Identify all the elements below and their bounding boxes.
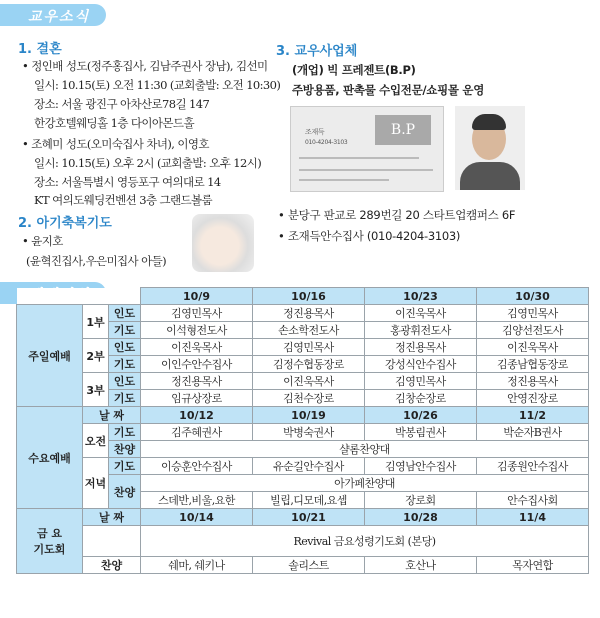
praise-cell: 쉐마, 쉐키나 (141, 557, 253, 574)
praise-cell: 장로회 (365, 492, 477, 509)
prayer-cell: 안영진장로 (477, 390, 589, 407)
wednesday-date: 10/26 (365, 407, 477, 424)
wednesday-date: 11/2 (477, 407, 589, 424)
service-1-label: 1부 (83, 305, 109, 339)
news-title: 교우소식 (28, 9, 91, 25)
sunday-date: 10/23 (365, 288, 477, 305)
friday-date: 10/28 (365, 509, 477, 526)
business-address: • 분당구 판교로 289번길 20 스타트업캠퍼스 6F (278, 208, 516, 222)
role-praise: 찬양 (109, 475, 141, 509)
friday-date-label: 날 짜 (83, 509, 141, 526)
card-name: 조재득 (305, 128, 325, 136)
prayer-cell: 박병숙권사 (253, 424, 365, 441)
owner-photo (455, 106, 525, 190)
guide-cell: 김영민목사 (253, 339, 365, 356)
friday-service-name: Revival 금요성령기도회 (본당) (141, 526, 589, 557)
prayer-cell: 이석형전도사 (141, 322, 253, 339)
prayer-cell: 이승훈안수집사 (141, 458, 253, 475)
prayer-cell: 김창순장로 (365, 390, 477, 407)
praise-cell: 스데반,비울,요한 (141, 492, 253, 509)
wednesday-date: 10/19 (253, 407, 365, 424)
prayer-cell: 김종남협동장로 (477, 356, 589, 373)
wednesday-date: 10/12 (141, 407, 253, 424)
service-3-label: 3부 (83, 373, 109, 407)
friday-praise-label: 찬양 (83, 557, 141, 574)
card-line (299, 157, 419, 159)
wedding-heading: 1. 결혼 (18, 42, 62, 57)
prayer-cell: 강성식안수집사 (365, 356, 477, 373)
role-guide: 인도 (109, 373, 141, 390)
prayer-cell: 박봉림권사 (365, 424, 477, 441)
guide-cell: 김영민목사 (477, 305, 589, 322)
prayer-cell: 유순길안수집사 (253, 458, 365, 475)
prayer-cell: 홍광휘전도사 (365, 322, 477, 339)
business-heading: 3. 교우사업체 (276, 44, 358, 59)
baby-line-2: (윤혁진집사,우은미집사 아들) (26, 254, 166, 268)
guide-cell: 김영민목사 (141, 305, 253, 322)
friday-date: 11/4 (477, 509, 589, 526)
prayer-cell: 손소학전도사 (253, 322, 365, 339)
role-prayer: 기도 (109, 458, 141, 475)
praise-cell: 호산나 (365, 557, 477, 574)
guide-cell: 이진욱목사 (477, 339, 589, 356)
prayer-cell: 김천수장로 (253, 390, 365, 407)
wedding-line-3: 장소: 서울 광진구 아차산로78길 147 (34, 97, 210, 111)
friday-empty-cell (83, 526, 141, 557)
baby-heading: 2. 아기축복기도 (18, 216, 112, 231)
guide-cell: 김영민목사 (365, 373, 477, 390)
praise-cell: 샬롬찬양대 (141, 441, 589, 458)
praise-cell: 아가페찬양대 (141, 475, 589, 492)
wedding-line-5: • 조혜미 성도(오미숙집사 차녀), 이영호 (22, 137, 209, 151)
guide-cell: 정진용목사 (365, 339, 477, 356)
cloud-icon: ☁ (114, 6, 127, 21)
service-2-label: 2부 (83, 339, 109, 373)
sunday-label: 주일예배 (17, 305, 83, 407)
business-company: (개업) 빅 프레젠트(B.P) (292, 63, 416, 77)
prayer-cell: 김영남안수집사 (365, 458, 477, 475)
business-card-image (290, 106, 444, 192)
role-guide: 인도 (109, 339, 141, 356)
business-desc: 주방용품, 판촉물 수입전문/쇼핑몰 운영 (292, 83, 485, 97)
prayer-cell: 임규상장로 (141, 390, 253, 407)
card-logo: B.P (375, 115, 431, 145)
wedding-line-1: • 정인배 성도(정주홍집사, 김남주권사 장남), 김선미 (22, 59, 268, 73)
friday-date: 10/21 (253, 509, 365, 526)
guide-cell: 이진욱목사 (141, 339, 253, 356)
wedding-line-8: KT 여의도웨딩컨벤션 3층 그랜드볼룸 (34, 193, 213, 207)
prayer-cell: 이인수안수집사 (141, 356, 253, 373)
role-prayer: 기도 (109, 322, 141, 339)
prayer-cell: 김양선전도사 (477, 322, 589, 339)
praise-cell: 목자연합 (477, 557, 589, 574)
sunday-date: 10/9 (141, 288, 253, 305)
card-phone: 010-4204-3103 (305, 139, 348, 146)
card-line (299, 169, 433, 171)
praise-cell: 빌립,디모데,요셉 (253, 492, 365, 509)
friday-label-line-2: 기도회 (33, 543, 66, 556)
praise-cell: 솔리스트 (253, 557, 365, 574)
praise-cell: 안수집사회 (477, 492, 589, 509)
morning-label: 오전 (83, 424, 109, 458)
guide-cell: 이진욱목사 (253, 373, 365, 390)
guide-cell: 이진욱목사 (365, 305, 477, 322)
news-banner (0, 4, 106, 26)
wedding-line-7: 장소: 서울특별시 영등포구 여의대로 14 (34, 175, 221, 189)
role-praise: 찬양 (109, 441, 141, 458)
role-prayer: 기도 (109, 424, 141, 441)
friday-label (17, 509, 83, 574)
prayer-cell: 김정수협동장로 (253, 356, 365, 373)
sunday-date: 10/30 (477, 288, 589, 305)
friday-date: 10/14 (141, 509, 253, 526)
guide-cell: 정진용목사 (141, 373, 253, 390)
guide-cell: 정진용목사 (477, 373, 589, 390)
prayer-cell: 김종원안수집사 (477, 458, 589, 475)
business-contact: • 조재득안수집사 (010-4204-3103) (278, 229, 461, 243)
card-line (299, 179, 389, 181)
baby-line-1: • 윤지호 (22, 234, 63, 248)
sunday-date: 10/16 (253, 288, 365, 305)
prayer-cell: 김주혜권사 (141, 424, 253, 441)
role-prayer: 기도 (109, 356, 141, 373)
wedding-line-2: 일시: 10.15(토) 오전 11:30 (교회출발: 오전 10:30) (34, 78, 281, 92)
wednesday-date-label: 날 짜 (83, 407, 141, 424)
wedding-line-6: 일시: 10.15(토) 오후 2시 (교회출발: 오후 12시) (34, 156, 262, 170)
wedding-line-4: 한강호텔웨딩홀 1층 다이아몬드홀 (34, 116, 194, 130)
baby-photo (192, 214, 254, 272)
role-prayer: 기도 (109, 390, 141, 407)
role-guide: 인도 (109, 305, 141, 322)
worship-schedule-table (16, 287, 589, 574)
prayer-cell: 박순자B권사 (477, 424, 589, 441)
wednesday-label: 수요예배 (17, 407, 83, 509)
friday-label-line-1: 금 요 (36, 527, 63, 540)
guide-cell: 정진용목사 (253, 305, 365, 322)
evening-label: 저녁 (83, 458, 109, 509)
